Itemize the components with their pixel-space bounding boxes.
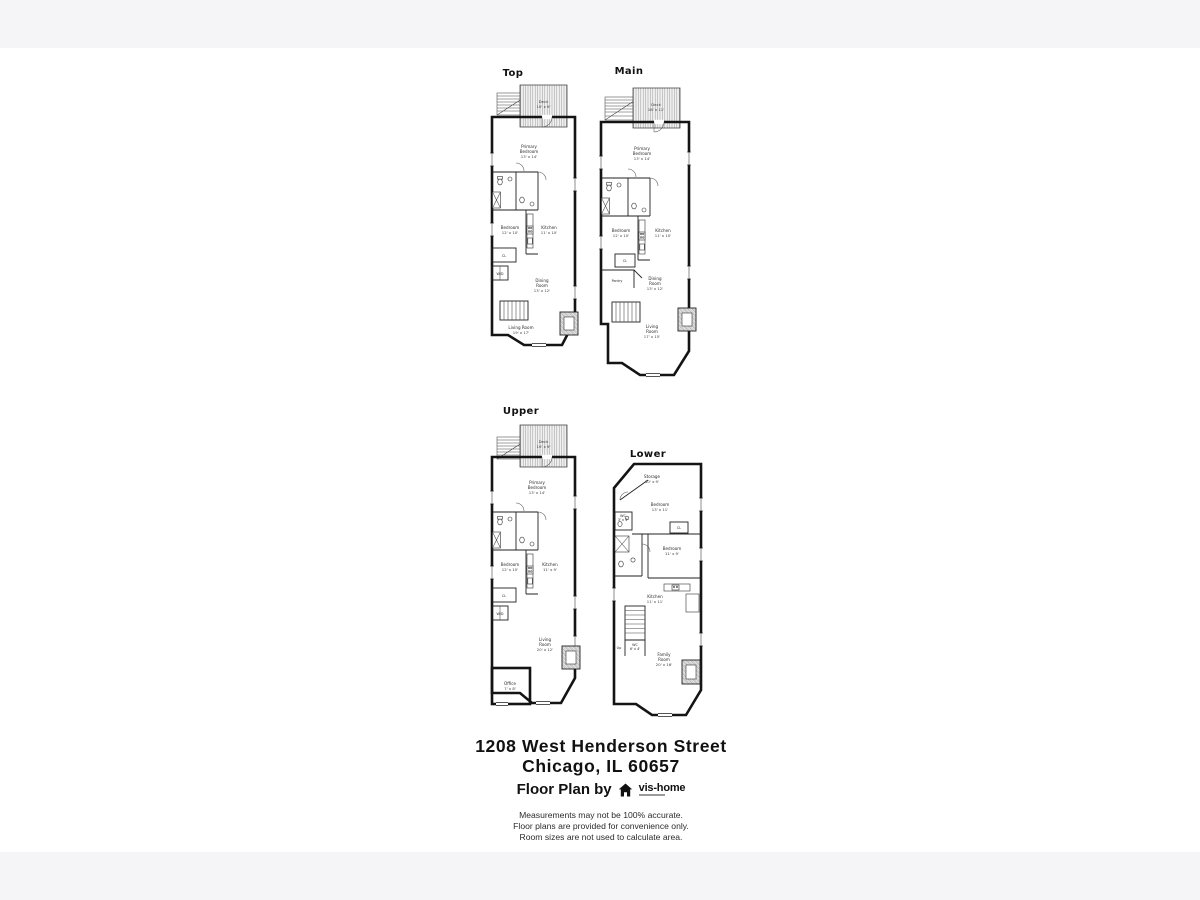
svg-text:Room: Room (649, 281, 661, 286)
svg-text:Pantry: Pantry (611, 279, 623, 283)
storage (620, 474, 660, 500)
brand-tagline (639, 794, 665, 796)
svg-text:13' x 12': 13' x 12' (533, 288, 551, 293)
room-primary-bedroom-dims: 13' x 14' (520, 154, 538, 159)
svg-text:CL: CL (501, 254, 507, 258)
room-bedroom1: Bedroom (650, 502, 670, 507)
svg-text:11' x 9': 11' x 9' (665, 551, 679, 556)
room-bedroom: Bedroom (500, 225, 520, 230)
svg-text:13' x 11': 13' x 11' (651, 507, 669, 512)
fireplace (562, 646, 580, 669)
svg-text:11' x 9': 11' x 9' (543, 567, 557, 572)
room-kitchen: Kitchen (542, 562, 558, 567)
bathrooms (492, 163, 546, 210)
plan-title-lower: Lower (629, 449, 667, 460)
svg-text:CL: CL (501, 594, 507, 598)
svg-text:3' x 3': 3' x 3' (617, 518, 629, 522)
plan-title-top: Top (502, 68, 524, 79)
svg-text:20' x 16': 20' x 16' (655, 662, 673, 667)
room-primary-bedroom: Primary (634, 146, 650, 151)
room-dining: Dining (648, 276, 662, 281)
fireplace (560, 312, 578, 335)
kitchen (526, 550, 538, 594)
address-line-2: Chicago, IL 60657 (522, 756, 680, 776)
room-kitchen: Kitchen (541, 225, 557, 230)
wc (625, 640, 645, 656)
room-living: Living (538, 637, 552, 642)
plan-title-upper: Upper (502, 406, 540, 417)
svg-text:6' x 4': 6' x 4' (629, 647, 641, 651)
floor-plan-upper (486, 396, 590, 716)
svg-text:Room: Room (646, 329, 658, 334)
fireplace (678, 308, 696, 331)
svg-text:11' x 10': 11' x 10' (540, 230, 558, 235)
bathroom (614, 534, 650, 576)
deck-dims: 10' x 9' (536, 444, 551, 449)
deck-label: Deck (538, 439, 549, 444)
interior-stairs (500, 301, 528, 320)
floor-plan-lower (606, 438, 706, 728)
svg-text:12' x 10': 12' x 10' (501, 230, 519, 235)
address-line-1: 1208 West Henderson Street (475, 736, 727, 756)
svg-text:WC: WC (632, 643, 638, 647)
svg-text:Bedroom: Bedroom (527, 485, 547, 490)
svg-text:W/D: W/D (496, 612, 504, 616)
closet (492, 248, 516, 262)
svg-text:Bedroom: Bedroom (632, 151, 652, 156)
room-primary-bedroom: Primary (529, 480, 545, 485)
floor-plan-main (594, 56, 698, 386)
svg-text:W/D: W/D (496, 272, 504, 276)
svg-text:7' x 8': 7' x 8' (504, 686, 516, 691)
room-family: Family (657, 652, 671, 657)
svg-text:Bedroom: Bedroom (519, 149, 539, 154)
room-primary-bedroom-dims: 13' x 14' (633, 156, 651, 161)
svg-text:11' x 11': 11' x 11' (646, 599, 664, 604)
bathrooms (492, 503, 546, 550)
room-dining: Dining (535, 278, 549, 283)
credit-line (361, 781, 841, 798)
svg-text:17' x 15': 17' x 15' (643, 334, 661, 339)
disclaimer-line-1: Measurements may not be 100% accurate. (519, 810, 683, 820)
room-primary-bedroom-dims: 13' x 14' (528, 490, 546, 495)
stairs-up-label: Up (616, 646, 622, 650)
svg-text:Storage: Storage (643, 474, 661, 479)
plan-title-main: Main (614, 66, 644, 77)
kitchen (526, 210, 538, 254)
closet (492, 588, 516, 602)
deck-label: Deck (651, 102, 661, 107)
bathrooms (601, 169, 658, 216)
svg-text:13' x 12': 13' x 12' (646, 286, 664, 291)
vis-home-house-icon (618, 783, 633, 797)
deck-label: Deck (538, 99, 549, 104)
deck-dims: 10' x 9' (536, 104, 551, 109)
svg-text:CL: CL (622, 259, 628, 263)
room-bedroom: Bedroom (500, 562, 520, 567)
windows (490, 491, 577, 706)
windows (599, 152, 691, 377)
deck (520, 425, 567, 467)
svg-text:Room: Room (539, 642, 551, 647)
kitchen (638, 216, 650, 260)
credit-prefix: Floor Plan by (516, 781, 612, 798)
svg-text:19' x 17': 19' x 17' (512, 330, 530, 335)
svg-text:10' x 9': 10' x 9' (645, 479, 659, 484)
interior-stairs (612, 302, 640, 322)
room-primary-bedroom: Primary (521, 144, 537, 149)
letterbox-top (0, 0, 1200, 48)
svg-text:Room: Room (658, 657, 670, 662)
floor-plan-top (486, 58, 590, 362)
wc-small (615, 512, 632, 530)
svg-text:Room: Room (536, 283, 548, 288)
pantry (601, 270, 642, 288)
svg-text:20' x 12': 20' x 12' (536, 647, 554, 652)
kitchen (647, 584, 699, 612)
room-kitchen: Kitchen (655, 228, 671, 233)
svg-text:Kitchen: Kitchen (647, 594, 663, 599)
laundry (492, 606, 508, 620)
letterbox-bottom (0, 852, 1200, 900)
fireplace (682, 660, 700, 684)
room-bedroom: Bedroom (611, 228, 631, 233)
brand-lockup (639, 783, 686, 796)
svg-text:11' x 10': 11' x 10' (654, 233, 672, 238)
room-living: Living Room (508, 325, 534, 330)
room-living: Living (645, 324, 659, 329)
closet (615, 254, 635, 267)
room-office: Office (504, 681, 516, 686)
bedroom2 (648, 534, 701, 578)
disclaimer (361, 811, 841, 841)
disclaimer-line-2: Floor plans are provided for convenience only. (513, 820, 689, 831)
deck-dims: 16' x 11' (647, 107, 665, 112)
interior-stairs (617, 606, 645, 650)
laundry (492, 266, 508, 280)
svg-text:12' x 10': 12' x 10' (612, 233, 630, 238)
deck (520, 85, 567, 127)
svg-text:WC: WC (620, 514, 626, 518)
brand-name: vis-home (638, 782, 686, 794)
svg-text:Bedroom: Bedroom (662, 546, 682, 551)
closet (670, 522, 688, 533)
svg-text:12' x 10': 12' x 10' (501, 567, 519, 572)
disclaimer-line-3: Room sizes are not used to calculate area. (519, 831, 683, 842)
svg-text:CL: CL (676, 526, 682, 530)
footer (361, 736, 841, 843)
